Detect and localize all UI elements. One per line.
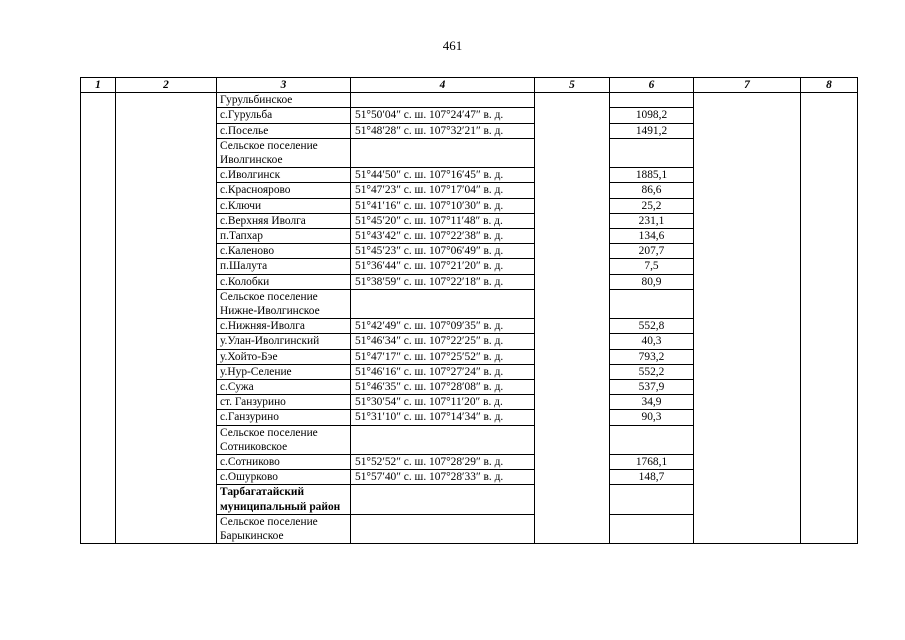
empty-cell (535, 138, 610, 167)
empty-cell (116, 138, 217, 167)
table-row (81, 395, 858, 410)
empty-cell (116, 93, 217, 108)
empty-cell (81, 213, 116, 228)
empty-cell (801, 229, 858, 244)
empty-cell (81, 410, 116, 425)
table-header-row (81, 78, 858, 93)
empty-cell (535, 108, 610, 123)
coordinates-cell: 51°46′16″ с. ш. 107°27′24″ в. д. (351, 364, 535, 379)
coordinates-cell: 51°45′23″ с. ш. 107°06′49″ в. д. (351, 244, 535, 259)
empty-cell (801, 274, 858, 289)
coordinates-cell: 51°31′10″ с. ш. 107°14′34″ в. д. (351, 410, 535, 425)
empty-cell (116, 198, 217, 213)
empty-cell (81, 244, 116, 259)
empty-cell (694, 380, 801, 395)
empty-cell (81, 138, 116, 167)
empty-cell (694, 229, 801, 244)
settlement-name-cell: с.Поселье (217, 123, 351, 138)
empty-cell (535, 349, 610, 364)
empty-cell (116, 514, 217, 543)
empty-cell (81, 364, 116, 379)
empty-cell (116, 319, 217, 334)
empty-cell (81, 380, 116, 395)
empty-cell (116, 334, 217, 349)
value-cell: 80,9 (610, 274, 694, 289)
page-number: 461 (442, 38, 463, 53)
empty-cell (116, 244, 217, 259)
settlement-name-cell: Сельское поселение Нижне-Иволгинское (217, 289, 351, 318)
coordinates-cell: 51°43′42″ с. ш. 107°22′38″ в. д. (351, 229, 535, 244)
column-header: 1 (81, 78, 116, 93)
settlement-name-cell: с.Верхняя Иволга (217, 213, 351, 228)
empty-cell (801, 244, 858, 259)
value-cell: 40,3 (610, 334, 694, 349)
empty-cell (801, 289, 858, 318)
table-row (81, 259, 858, 274)
empty-cell (81, 183, 116, 198)
empty-cell (535, 380, 610, 395)
empty-cell (81, 93, 116, 108)
table-row (81, 289, 858, 318)
empty-cell (694, 455, 801, 470)
value-cell: 552,2 (610, 364, 694, 379)
value-cell: 1768,1 (610, 455, 694, 470)
settlement-name-cell: Гурульбинское (217, 93, 351, 108)
empty-cell (116, 349, 217, 364)
empty-cell (801, 425, 858, 454)
empty-cell (535, 410, 610, 425)
table-row (81, 138, 858, 167)
settlement-name-cell: п.Шалута (217, 259, 351, 274)
empty-cell (116, 364, 217, 379)
empty-cell (81, 198, 116, 213)
column-header: 7 (694, 78, 801, 93)
table-row (81, 108, 858, 123)
empty-cell (694, 168, 801, 183)
settlement-name-cell: Тарбагатайский муниципальный район (217, 485, 351, 514)
value-cell: 134,6 (610, 229, 694, 244)
column-header: 2 (116, 78, 217, 93)
empty-cell (116, 380, 217, 395)
empty-cell (694, 138, 801, 167)
value-cell (610, 514, 694, 543)
value-cell: 207,7 (610, 244, 694, 259)
empty-cell (81, 349, 116, 364)
empty-cell (535, 470, 610, 485)
empty-cell (535, 123, 610, 138)
empty-cell (694, 485, 801, 514)
empty-cell (694, 198, 801, 213)
empty-cell (801, 123, 858, 138)
empty-cell (116, 183, 217, 198)
empty-cell (81, 514, 116, 543)
value-cell (610, 485, 694, 514)
column-header: 4 (351, 78, 535, 93)
empty-cell (116, 425, 217, 454)
coordinates-cell (351, 485, 535, 514)
empty-cell (535, 455, 610, 470)
empty-cell (694, 108, 801, 123)
empty-cell (116, 289, 217, 318)
empty-cell (801, 259, 858, 274)
table-row (81, 485, 858, 514)
empty-cell (535, 395, 610, 410)
coordinates-cell: 51°30′54″ с. ш. 107°11′20″ в. д. (351, 395, 535, 410)
settlement-name-cell: с.Ошурково (217, 470, 351, 485)
empty-cell (694, 425, 801, 454)
empty-cell (801, 514, 858, 543)
empty-cell (535, 244, 610, 259)
empty-cell (801, 319, 858, 334)
settlement-name-cell: с.Сужа (217, 380, 351, 395)
value-cell (610, 289, 694, 318)
table-row (81, 380, 858, 395)
empty-cell (81, 108, 116, 123)
value-cell: 1885,1 (610, 168, 694, 183)
coordinates-cell (351, 425, 535, 454)
settlement-name-cell: Сельское поселение Барыкинское (217, 514, 351, 543)
empty-cell (535, 364, 610, 379)
empty-cell (116, 470, 217, 485)
empty-cell (116, 410, 217, 425)
empty-cell (81, 395, 116, 410)
coordinates-cell: 51°48′28″ с. ш. 107°32′21″ в. д. (351, 123, 535, 138)
table-body (81, 93, 858, 544)
coordinates-cell: 51°46′34″ с. ш. 107°22′25″ в. д. (351, 334, 535, 349)
value-cell: 231,1 (610, 213, 694, 228)
empty-cell (535, 259, 610, 274)
settlement-name-cell: п.Тапхар (217, 229, 351, 244)
settlement-name-cell: с.Каленово (217, 244, 351, 259)
empty-cell (535, 319, 610, 334)
empty-cell (535, 229, 610, 244)
empty-cell (116, 168, 217, 183)
empty-cell (81, 123, 116, 138)
empty-cell (535, 213, 610, 228)
value-cell: 1491,2 (610, 123, 694, 138)
settlement-name-cell: у.Улан-Иволгинский (217, 334, 351, 349)
coordinates-cell (351, 93, 535, 108)
coordinates-cell: 51°36′44″ с. ш. 107°21′20″ в. д. (351, 259, 535, 274)
table-row (81, 213, 858, 228)
settlement-name-cell: с.Колобки (217, 274, 351, 289)
settlement-name-cell: у.Нур-Селение (217, 364, 351, 379)
empty-cell (694, 244, 801, 259)
empty-cell (694, 123, 801, 138)
empty-cell (535, 289, 610, 318)
coordinates-cell: 51°42′49″ с. ш. 107°09′35″ в. д. (351, 319, 535, 334)
empty-cell (81, 229, 116, 244)
empty-cell (116, 395, 217, 410)
value-cell: 86,6 (610, 183, 694, 198)
table-row (81, 168, 858, 183)
table-row (81, 364, 858, 379)
empty-cell (801, 334, 858, 349)
empty-cell (535, 485, 610, 514)
table-row (81, 183, 858, 198)
empty-cell (81, 425, 116, 454)
table-row (81, 319, 858, 334)
settlement-name-cell: с.Иволгинск (217, 168, 351, 183)
table-row (81, 470, 858, 485)
empty-cell (801, 183, 858, 198)
empty-cell (694, 395, 801, 410)
empty-cell (694, 334, 801, 349)
table-row (81, 514, 858, 543)
settlement-name-cell: Сельское поселение Иволгинское (217, 138, 351, 167)
empty-cell (81, 334, 116, 349)
empty-cell (801, 380, 858, 395)
column-header: 3 (217, 78, 351, 93)
value-cell: 552,8 (610, 319, 694, 334)
table-row (81, 244, 858, 259)
settlement-name-cell: у.Хойто-Бэе (217, 349, 351, 364)
empty-cell (81, 470, 116, 485)
value-cell (610, 138, 694, 167)
empty-cell (801, 410, 858, 425)
empty-cell (694, 470, 801, 485)
empty-cell (694, 274, 801, 289)
settlement-name-cell: с.Гурульба (217, 108, 351, 123)
value-cell: 537,9 (610, 380, 694, 395)
table-row (81, 425, 858, 454)
empty-cell (116, 485, 217, 514)
coordinates-cell: 51°57′40″ с. ш. 107°28′33″ в. д. (351, 470, 535, 485)
empty-cell (116, 274, 217, 289)
empty-cell (81, 274, 116, 289)
value-cell: 7,5 (610, 259, 694, 274)
empty-cell (116, 229, 217, 244)
empty-cell (694, 514, 801, 543)
empty-cell (535, 514, 610, 543)
empty-cell (801, 93, 858, 108)
settlement-name-cell: с.Красноярово (217, 183, 351, 198)
coordinates-cell: 51°41′16″ с. ш. 107°10′30″ в. д. (351, 198, 535, 213)
settlements-table (80, 77, 858, 544)
table-row (81, 123, 858, 138)
table-row (81, 229, 858, 244)
empty-cell (801, 349, 858, 364)
settlement-name-cell: с.Нижняя-Иволга (217, 319, 351, 334)
empty-cell (116, 213, 217, 228)
empty-cell (801, 198, 858, 213)
empty-cell (801, 470, 858, 485)
empty-cell (535, 93, 610, 108)
empty-cell (116, 123, 217, 138)
empty-cell (694, 349, 801, 364)
empty-cell (694, 319, 801, 334)
empty-cell (694, 364, 801, 379)
value-cell: 34,9 (610, 395, 694, 410)
empty-cell (801, 364, 858, 379)
table-row (81, 334, 858, 349)
table-row (81, 349, 858, 364)
coordinates-cell: 51°44′50″ с. ш. 107°16′45″ в. д. (351, 168, 535, 183)
empty-cell (81, 168, 116, 183)
empty-cell (81, 289, 116, 318)
value-cell: 90,3 (610, 410, 694, 425)
empty-cell (116, 259, 217, 274)
empty-cell (535, 425, 610, 454)
value-cell: 25,2 (610, 198, 694, 213)
coordinates-cell: 51°52′52″ с. ш. 107°28′29″ в. д. (351, 455, 535, 470)
empty-cell (116, 455, 217, 470)
coordinates-cell (351, 514, 535, 543)
table-row (81, 198, 858, 213)
settlement-name-cell: ст. Ганзурино (217, 395, 351, 410)
value-cell (610, 93, 694, 108)
empty-cell (694, 289, 801, 318)
coordinates-cell (351, 289, 535, 318)
empty-cell (694, 183, 801, 198)
empty-cell (694, 259, 801, 274)
empty-cell (694, 410, 801, 425)
column-header: 5 (535, 78, 610, 93)
value-cell: 148,7 (610, 470, 694, 485)
value-cell: 793,2 (610, 349, 694, 364)
table-row (81, 410, 858, 425)
empty-cell (801, 395, 858, 410)
table-row (81, 93, 858, 108)
coordinates-cell: 51°50′04″ с. ш. 107°24′47″ в. д. (351, 108, 535, 123)
settlement-name-cell: с.Сотниково (217, 455, 351, 470)
empty-cell (801, 455, 858, 470)
settlement-name-cell: Сельское поселение Сотниковское (217, 425, 351, 454)
empty-cell (694, 213, 801, 228)
empty-cell (535, 168, 610, 183)
value-cell: 1098,2 (610, 108, 694, 123)
settlement-name-cell: с.Ключи (217, 198, 351, 213)
empty-cell (81, 259, 116, 274)
empty-cell (535, 198, 610, 213)
coordinates-cell: 51°46′35″ с. ш. 107°28′08″ в. д. (351, 380, 535, 395)
table-row (81, 274, 858, 289)
empty-cell (81, 485, 116, 514)
empty-cell (116, 108, 217, 123)
column-header: 8 (801, 78, 858, 93)
empty-cell (535, 334, 610, 349)
coordinates-cell: 51°45′20″ с. ш. 107°11′48″ в. д. (351, 213, 535, 228)
empty-cell (535, 274, 610, 289)
coordinates-cell: 51°38′59″ с. ш. 107°22′18″ в. д. (351, 274, 535, 289)
coordinates-cell: 51°47′23″ с. ш. 107°17′04″ в. д. (351, 183, 535, 198)
empty-cell (81, 319, 116, 334)
table-row (81, 455, 858, 470)
empty-cell (801, 108, 858, 123)
empty-cell (801, 138, 858, 167)
empty-cell (81, 455, 116, 470)
empty-cell (801, 485, 858, 514)
value-cell (610, 425, 694, 454)
column-header: 6 (610, 78, 694, 93)
settlement-name-cell: с.Ганзурино (217, 410, 351, 425)
coordinates-cell: 51°47′17″ с. ш. 107°25′52″ в. д. (351, 349, 535, 364)
empty-cell (535, 183, 610, 198)
empty-cell (801, 213, 858, 228)
coordinates-cell (351, 138, 535, 167)
empty-cell (694, 93, 801, 108)
empty-cell (801, 168, 858, 183)
